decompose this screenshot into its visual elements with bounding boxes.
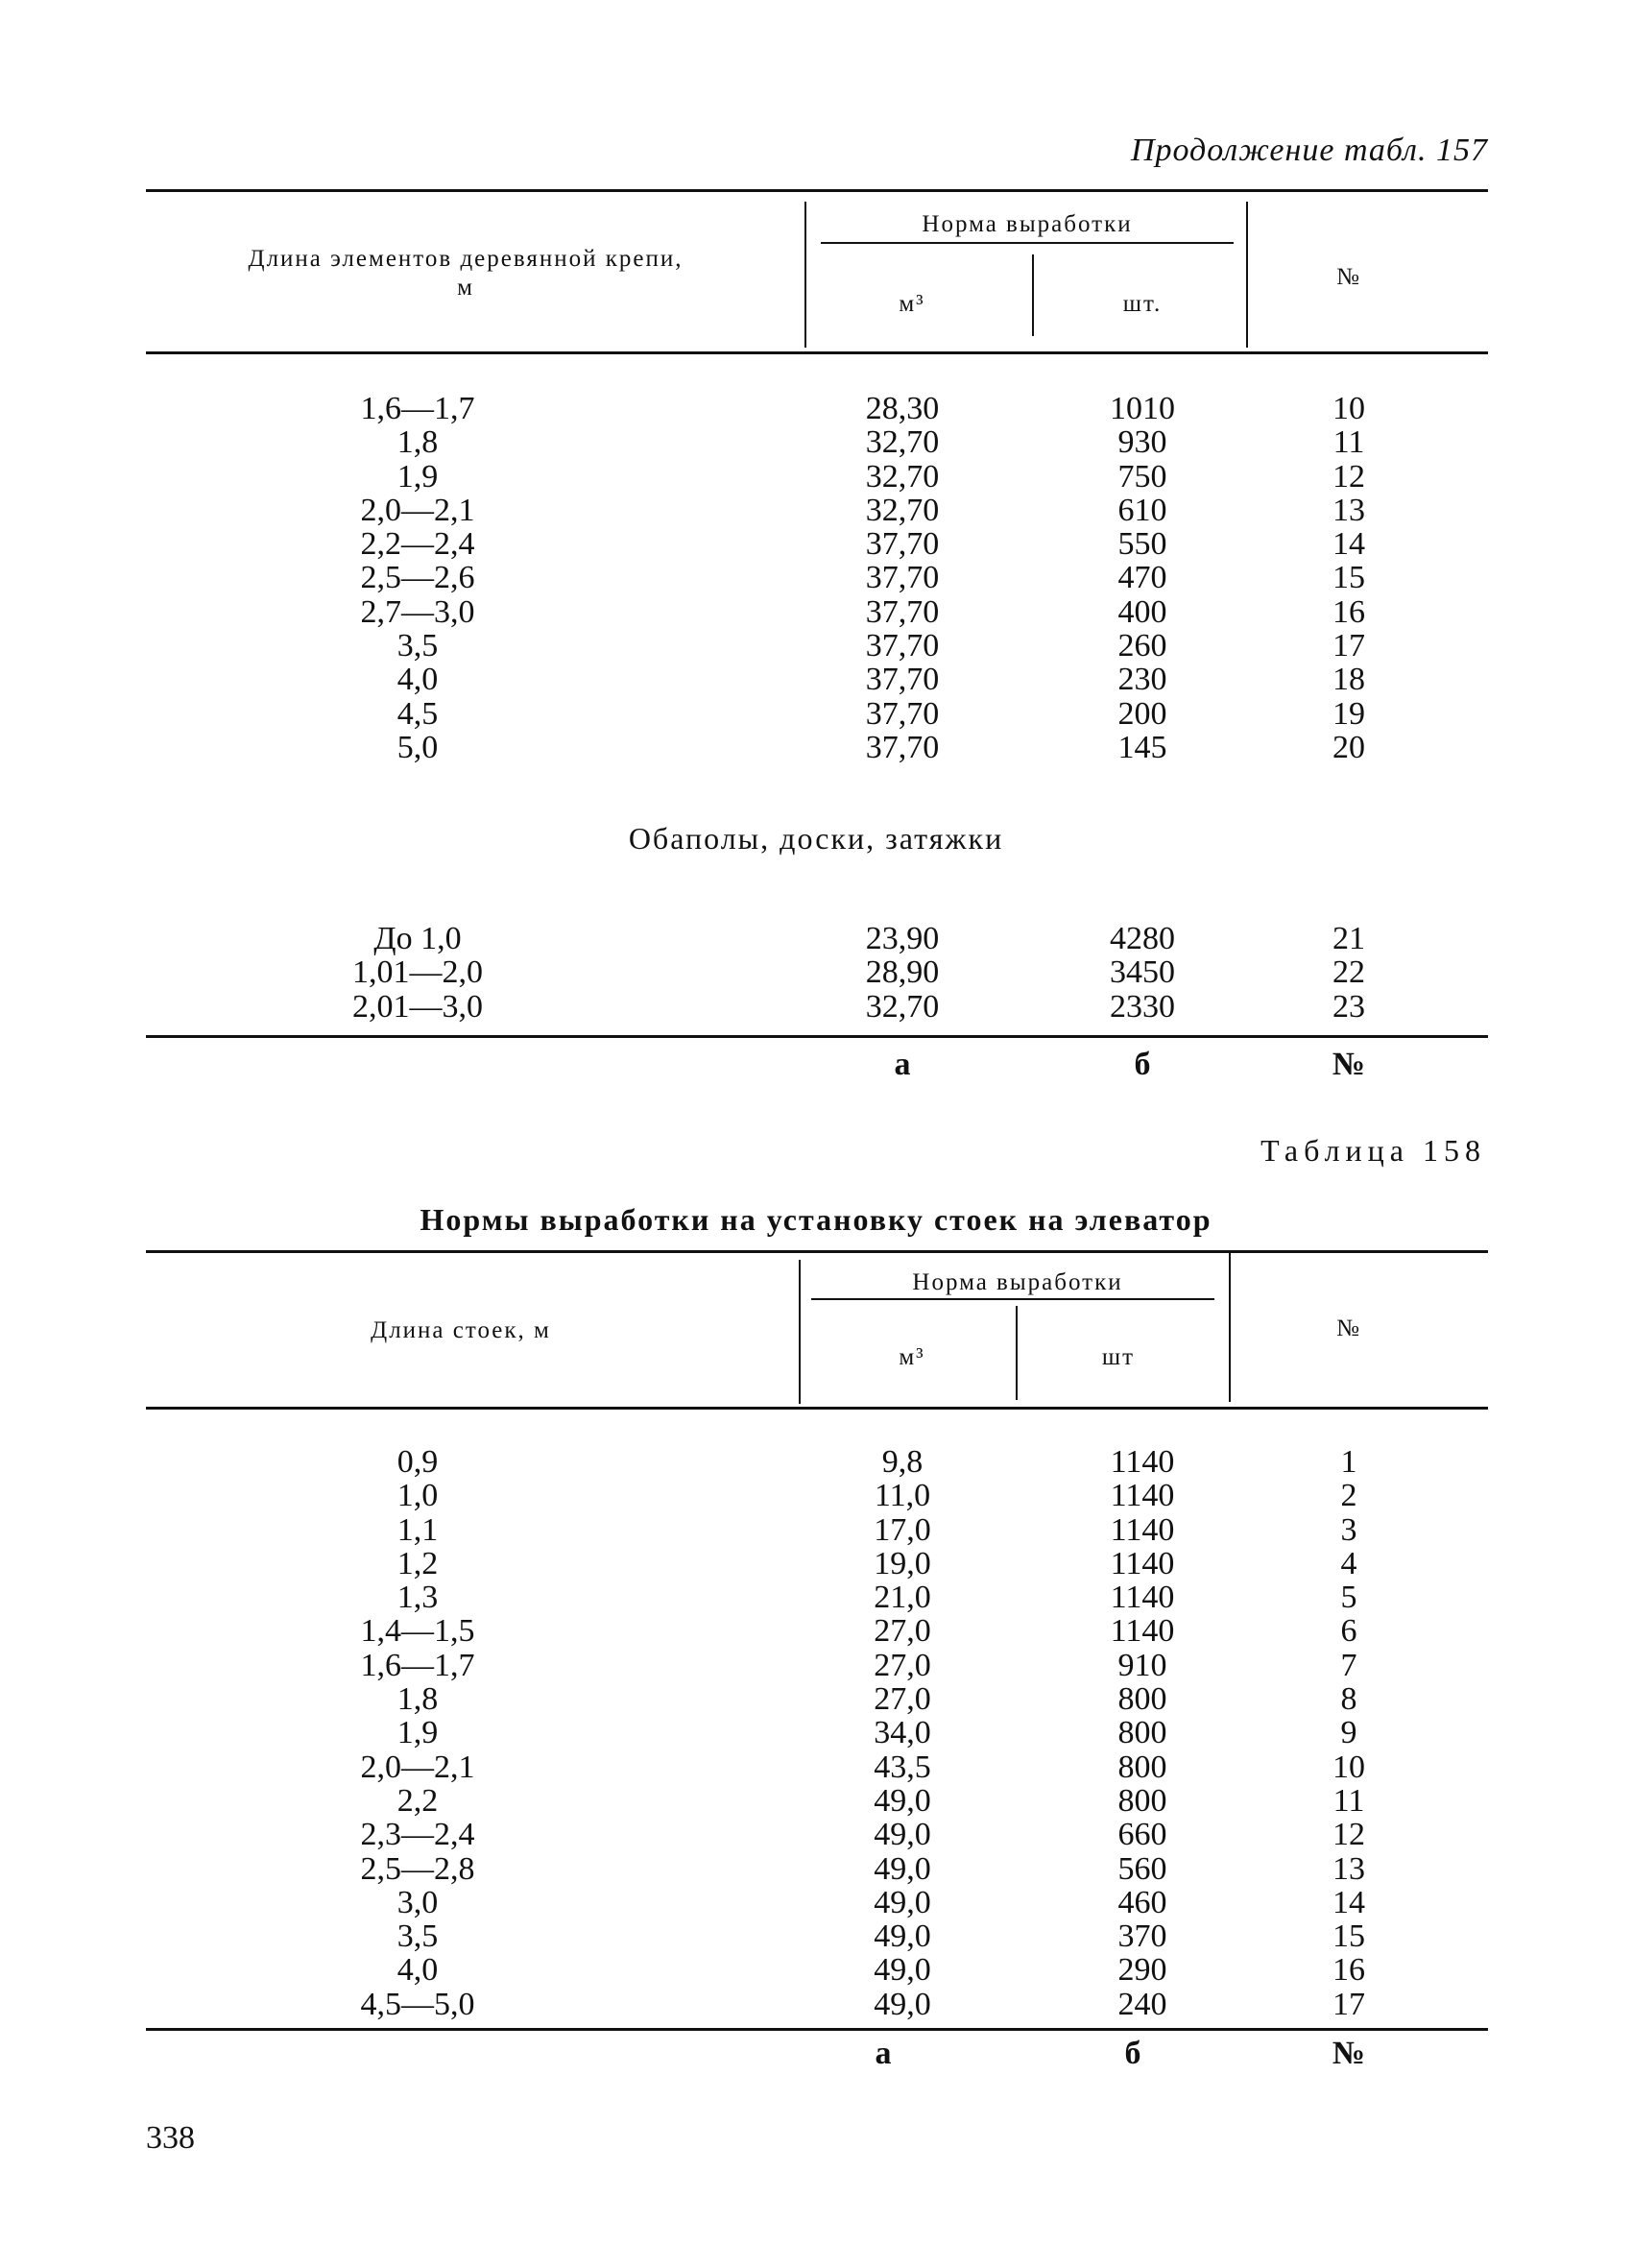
table-row <box>0 1818 1632 1851</box>
cell-length: 1,1 <box>396 1511 439 1548</box>
cell-length: 1,9 <box>396 1715 439 1751</box>
cell-pcs: 230 <box>1117 662 1167 698</box>
cell-no: 17 <box>1332 628 1365 664</box>
cell-length: 2,7—3,0 <box>360 593 475 630</box>
cell-m3: 37,70 <box>865 729 940 765</box>
continuation-caption: Продолжение табл. 157 <box>1130 133 1488 168</box>
col-header-no: № <box>1336 1315 1361 1341</box>
col-header-norm: Норма выработки <box>922 211 1133 237</box>
table-label: Таблица 158 <box>1260 1133 1486 1168</box>
cell-length: 2,5—2,8 <box>360 1850 475 1887</box>
cell-no: 16 <box>1332 593 1365 630</box>
cell-pcs: 610 <box>1117 492 1167 528</box>
cell-length: 2,3—2,4 <box>360 1817 475 1853</box>
section-heading: Обаполы, доски, затяжки <box>628 821 1004 856</box>
cell-pcs: 145 <box>1117 729 1167 765</box>
cell-pcs: 1140 <box>1110 1511 1175 1548</box>
table-row <box>0 1479 1632 1512</box>
cell-no: 22 <box>1332 954 1365 991</box>
cell-m3: 49,0 <box>874 1986 931 2022</box>
cell-no: 6 <box>1340 1613 1357 1650</box>
cell-no: 15 <box>1332 560 1365 596</box>
table-top-rule <box>146 1250 1488 1253</box>
col-divider <box>799 1260 801 1404</box>
cell-pcs: 910 <box>1117 1647 1167 1683</box>
cell-m3: 49,0 <box>874 1952 931 1989</box>
cell-length: 2,0—2,1 <box>360 492 475 528</box>
cell-pcs: 660 <box>1117 1817 1167 1853</box>
cell-length: 4,0 <box>396 662 439 698</box>
cell-no: 4 <box>1340 1545 1357 1581</box>
cell-length: 4,5 <box>396 695 439 732</box>
table-bottom-rule <box>146 2028 1488 2031</box>
cell-m3: 11,0 <box>874 1478 931 1514</box>
header-bottom-rule <box>146 351 1488 354</box>
cell-m3: 37,70 <box>865 662 940 698</box>
table-row <box>0 494 1632 527</box>
cell-no: 14 <box>1332 526 1365 563</box>
cell-pcs: 4280 <box>1110 921 1175 956</box>
cell-length: 1,4—1,5 <box>360 1613 475 1650</box>
cell-length: 1,8 <box>396 1681 439 1718</box>
table-row <box>0 1750 1632 1784</box>
table-row <box>0 1988 1632 2021</box>
footer-no: № <box>1332 2036 1366 2071</box>
cell-pcs: 240 <box>1117 1986 1167 2022</box>
col-divider <box>1246 202 1248 348</box>
cell-m3: 49,0 <box>874 1884 931 1920</box>
cell-m3: 32,70 <box>865 424 940 461</box>
cell-length: 1,0 <box>396 1478 439 1514</box>
cell-no: 1 <box>1340 1444 1357 1480</box>
cell-pcs: 800 <box>1117 1681 1167 1718</box>
cell-no: 15 <box>1332 1918 1365 1955</box>
cell-no: 16 <box>1332 1952 1365 1989</box>
cell-m3: 27,0 <box>874 1681 931 1718</box>
cell-no: 10 <box>1332 1749 1365 1785</box>
footer-b: б <box>1124 2036 1141 2071</box>
cell-m3: 9,8 <box>881 1444 924 1480</box>
cell-pcs: 460 <box>1117 1884 1167 1920</box>
page-number: 338 <box>146 2120 195 2156</box>
cell-no: 14 <box>1332 1884 1365 1920</box>
norm-underline <box>811 1298 1214 1300</box>
col-divider <box>1229 1250 1231 1402</box>
cell-length: 2,01—3,0 <box>352 988 483 1025</box>
cell-length: 3,0 <box>396 1884 439 1920</box>
cell-pcs: 470 <box>1117 560 1167 596</box>
table-row <box>0 1547 1632 1580</box>
cell-no: 2 <box>1340 1478 1357 1514</box>
cell-m3: 27,0 <box>874 1647 931 1683</box>
cell-length: 1,2 <box>396 1545 439 1581</box>
cell-no: 13 <box>1332 492 1365 528</box>
cell-pcs: 930 <box>1117 424 1167 461</box>
footer-a: а <box>875 2036 892 2071</box>
table-row <box>0 1716 1632 1749</box>
cell-m3: 28,30 <box>865 391 940 426</box>
cell-length: 4,0 <box>396 1952 439 1989</box>
table-row <box>0 1919 1632 1953</box>
cell-length: До 1,0 <box>373 921 462 956</box>
table-row <box>0 460 1632 494</box>
cell-no: 21 <box>1332 921 1365 956</box>
col-header-pcs: шт. <box>1122 291 1163 317</box>
table-body-section <box>0 922 1632 1024</box>
table-row <box>0 1852 1632 1886</box>
col-divider <box>804 202 806 348</box>
footer-no: № <box>1332 1047 1366 1082</box>
cell-pcs: 400 <box>1117 593 1167 630</box>
cell-m3: 34,0 <box>874 1715 931 1751</box>
cell-length: 1,9 <box>396 458 439 495</box>
cell-length: 3,5 <box>396 1918 439 1955</box>
cell-pcs: 1140 <box>1110 1580 1175 1616</box>
table-row <box>0 1953 1632 1987</box>
table-row <box>0 1682 1632 1716</box>
table-row <box>0 1513 1632 1547</box>
cell-m3: 37,70 <box>865 560 940 596</box>
cell-m3: 23,90 <box>865 921 940 956</box>
cell-pcs: 1010 <box>1110 391 1175 426</box>
cell-pcs: 200 <box>1117 695 1167 732</box>
table-row <box>0 595 1632 629</box>
cell-m3: 19,0 <box>874 1545 931 1581</box>
col-header-norm: Норма выработки <box>912 1269 1123 1295</box>
cell-no: 8 <box>1340 1681 1357 1718</box>
cell-m3: 37,70 <box>865 526 940 563</box>
norm-underline <box>821 242 1234 244</box>
cell-length: 2,2—2,4 <box>360 526 475 563</box>
col-header-length: Длина стоек, м <box>371 1317 551 1343</box>
cell-length: 1,8 <box>396 424 439 461</box>
table-title: Нормы выработки на установку стоек на элеватор <box>420 1202 1212 1237</box>
cell-no: 10 <box>1332 391 1365 426</box>
cell-m3: 28,90 <box>865 954 940 991</box>
footer-a: а <box>894 1047 911 1082</box>
table-row <box>0 990 1632 1024</box>
cell-m3: 37,70 <box>865 593 940 630</box>
cell-pcs: 2330 <box>1110 988 1175 1025</box>
cell-no: 9 <box>1340 1715 1357 1751</box>
cell-pcs: 1140 <box>1110 1478 1175 1514</box>
cell-length: 1,01—2,0 <box>352 954 483 991</box>
table-row <box>0 1784 1632 1818</box>
cell-m3: 27,0 <box>874 1613 931 1650</box>
col-header-m3: м³ <box>899 1344 925 1370</box>
cell-length: 1,6—1,7 <box>360 1647 475 1683</box>
table-row <box>0 697 1632 731</box>
cell-no: 11 <box>1332 424 1365 461</box>
table-row <box>0 392 1632 425</box>
cell-pcs: 800 <box>1117 1715 1167 1751</box>
table-row <box>0 1580 1632 1614</box>
cell-pcs: 3450 <box>1110 954 1175 991</box>
cell-no: 12 <box>1332 1817 1365 1853</box>
cell-pcs: 260 <box>1117 628 1167 664</box>
cell-pcs: 550 <box>1117 526 1167 563</box>
table-bottom-rule <box>146 1035 1488 1038</box>
col-header-no: № <box>1336 264 1361 290</box>
cell-pcs: 750 <box>1117 458 1167 495</box>
cell-pcs: 1140 <box>1110 1545 1175 1581</box>
cell-pcs: 800 <box>1117 1749 1167 1785</box>
cell-length: 1,6—1,7 <box>360 391 475 426</box>
cell-m3: 32,70 <box>865 492 940 528</box>
cell-length: 5,0 <box>396 729 439 765</box>
cell-m3: 49,0 <box>874 1817 931 1853</box>
cell-length: 2,2 <box>396 1782 439 1819</box>
table-row <box>0 922 1632 955</box>
cell-length: 3,5 <box>396 628 439 664</box>
cell-no: 13 <box>1332 1850 1365 1887</box>
col-header-length: Длина элементов деревянной крепи, м <box>248 246 684 301</box>
cell-length: 4,5—5,0 <box>360 1986 475 2022</box>
cell-no: 11 <box>1332 1782 1365 1819</box>
col-header-m3: м³ <box>899 291 925 317</box>
cell-length: 2,0—2,1 <box>360 1749 475 1785</box>
cell-m3: 43,5 <box>874 1749 931 1785</box>
cell-m3: 37,70 <box>865 695 940 732</box>
table-row <box>0 425 1632 459</box>
table-row <box>0 1445 1632 1479</box>
cell-m3: 32,70 <box>865 458 940 495</box>
cell-no: 20 <box>1332 729 1365 765</box>
header-bottom-rule <box>146 1407 1488 1410</box>
cell-m3: 49,0 <box>874 1918 931 1955</box>
cell-m3: 32,70 <box>865 988 940 1025</box>
col-divider <box>1016 1306 1018 1400</box>
table-row <box>0 527 1632 561</box>
cell-length: 2,5—2,6 <box>360 560 475 596</box>
cell-no: 18 <box>1332 662 1365 698</box>
cell-no: 5 <box>1340 1580 1357 1616</box>
cell-pcs: 800 <box>1117 1782 1167 1819</box>
cell-no: 23 <box>1332 988 1365 1025</box>
footer-b: б <box>1134 1047 1151 1082</box>
col-header-pcs: шт <box>1101 1344 1136 1370</box>
table-top-rule <box>146 189 1488 192</box>
cell-no: 19 <box>1332 695 1365 732</box>
cell-m3: 37,70 <box>865 628 940 664</box>
cell-no: 3 <box>1340 1511 1357 1548</box>
table-row <box>0 629 1632 663</box>
cell-pcs: 290 <box>1117 1952 1167 1989</box>
table-row <box>0 955 1632 989</box>
cell-no: 12 <box>1332 458 1365 495</box>
cell-m3: 49,0 <box>874 1850 931 1887</box>
cell-pcs: 1140 <box>1110 1613 1175 1650</box>
cell-m3: 17,0 <box>874 1511 931 1548</box>
cell-length: 0,9 <box>396 1444 439 1480</box>
col-divider <box>1032 254 1034 336</box>
table-row <box>0 1886 1632 1919</box>
cell-no: 7 <box>1340 1647 1357 1683</box>
table-row <box>0 1614 1632 1648</box>
cell-pcs: 370 <box>1117 1918 1167 1955</box>
table-row <box>0 731 1632 764</box>
cell-no: 17 <box>1332 1986 1365 2022</box>
table-body <box>0 392 1632 764</box>
cell-pcs: 560 <box>1117 1850 1167 1887</box>
cell-m3: 21,0 <box>874 1580 931 1616</box>
table-body <box>0 1445 1632 2021</box>
table-row <box>0 1649 1632 1682</box>
table-row <box>0 663 1632 696</box>
cell-m3: 49,0 <box>874 1782 931 1819</box>
cell-length: 1,3 <box>396 1580 439 1616</box>
cell-pcs: 1140 <box>1110 1444 1175 1480</box>
table-row <box>0 561 1632 594</box>
